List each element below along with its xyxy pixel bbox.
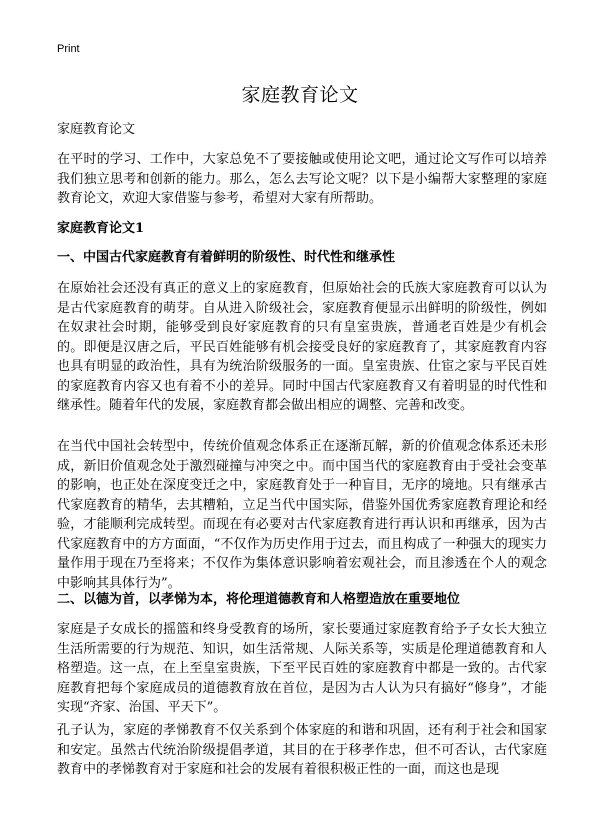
print-label[interactable]: Print (57, 43, 80, 55)
paragraph-two: 在当代中国社会转型中，传统价值观念体系正在逐渐瓦解，新的价值观念体系还未形成，新旧价值观念处于激烈碰撞与冲突之中。而中国当代的家庭教育由于受社会变革的影响，也正处在深度变迁之中，家庭教育处于一种盲目，无序的境地。只有继承古代家庭教育的精华，去其糟粕，立足当代中国实际，借鉴外国优秀家庭教育理论和经验，才能顺利完成转型。而现在有必要对古代家庭教育进行再认识和再继承，因为古代家庭教育中的方方面面，“不仅作为历史作用于过去，而且构成了一种强大的现实力量作用于现在乃至将来；不仅作为集体意识影响着宏观社会，而且渗透在个人的观念中影响其具体行为”。 (57, 439, 547, 591)
paragraph-one: 在原始社会还没有真正的意义上的家庭教育，但原始社会的氏族大家庭教育可以认为是古代家庭教育的萌芽。自从进入阶级社会，家庭教育便显示出鲜明的阶级性，例如在奴隶社会时期，能够受到良好家庭教育的只有皇室贵族，普通老百姓是少有机会的。即便是汉唐之后，平民百姓能够有机会接受良好的家庭教育了，其家庭教育内容也具有明显的政治性，具有为统治阶级服务的一面。皇室贵族、仕宦之家与平民百姓的家庭教育内容又也有着不小的差异。同时中国古代家庭教育又有着明显的时代性和继承性。随着年代的发展，家庭教育都会做出相应的调整、完善和改变。 (57, 281, 547, 413)
heading-one: 一、中国古代家庭教育有着鲜明的阶级性、时代性和继承性 (57, 250, 396, 265)
section-title: 家庭教育论文1 (57, 221, 145, 236)
intro-paragraph: 在平时的学习、工作中，大家总免不了要接触或使用论文吧，通过论文写作可以培养我们独立思考和创新的能力。那么，怎么去写论文呢？以下是小编帮大家整理的家庭教育论文，欢迎大家借鉴与参考，希望对大家有所帮助。 (57, 152, 547, 206)
document-title: 家庭教育论文 (241, 84, 359, 106)
document-subtitle: 家庭教育论文 (57, 122, 136, 137)
paragraph-four: 孔子认为，家庭的孝悌教育不仅关系到个体家庭的和谐和巩固，还有利于社会和国家和安定。虽然古代统治阶级提倡孝道，其目的在于移孝作忠，但不可否认，古代家庭教育中的孝悌教育对于家庭和社会的发展有着很积极正性的一面，而这也是现 (57, 723, 547, 777)
heading-two: 二、以德为首，以孝悌为本，将伦理道德教育和人格塑造放在重要地位 (57, 592, 461, 607)
paragraph-three: 家庭是子女成长的摇篮和终身受教育的场所，家长要通过家庭教育给予子女长大独立生活所需要的行为规范、知识，如生活常规、人际关系等，实质是伦理道德教育和人格塑造。这一点，在上至皇室贵族，下至平民百姓的家庭教育中都是一致的。古代家庭教育把每个家庭成员的道德教育放在首位，是因为古人认为只有搞好“修身”，才能实现“齐家、治国、平天下”。 (57, 622, 547, 715)
